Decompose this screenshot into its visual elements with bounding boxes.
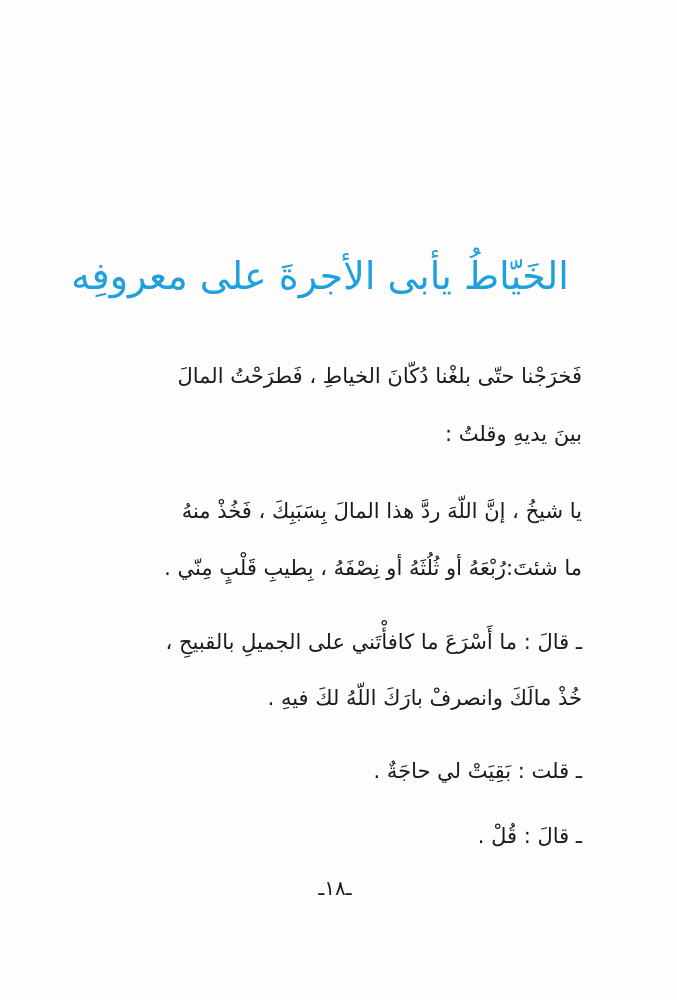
page-number: ـ١٨ـ bbox=[318, 876, 352, 900]
text-line: يا شيخُ ، إنَّ اللّهَ ردَّ هذا المالَ بِسَبَبِكَ ، فَخُذْ منهُ bbox=[181, 499, 582, 523]
text-line: ـ قلت : بَقِيَتْ لي حاجَةٌ . bbox=[373, 759, 582, 783]
chapter-title: الخَيّاطُ يأبى الأجرةَ على معروفِه bbox=[71, 254, 569, 298]
text-line: ـ قالَ : ما أَسْرَعَ ما كافأْتَني على الجميلِ بالقبيحِ ، bbox=[165, 630, 582, 654]
text-line: خُذْ مالَكَ وانصرفْ بارَكَ اللّهُ لكَ فيهِ . bbox=[267, 686, 582, 710]
text-line: بينَ يديهِ وقلتُ : bbox=[445, 422, 582, 446]
text-line: فَخرَجْنا حتّى بلغْنا دُكّانَ الخياطِ ، فَطرَحْتُ المالَ bbox=[177, 364, 582, 388]
text-line: ـ قالَ : قُلْ . bbox=[477, 824, 582, 848]
text-line: ما شئتَ:رُبْعَهُ أو ثُلُثَهُ أو نِصْفَهُ ، بِطيبِ قَلْبٍ مِنّي . bbox=[164, 556, 582, 580]
